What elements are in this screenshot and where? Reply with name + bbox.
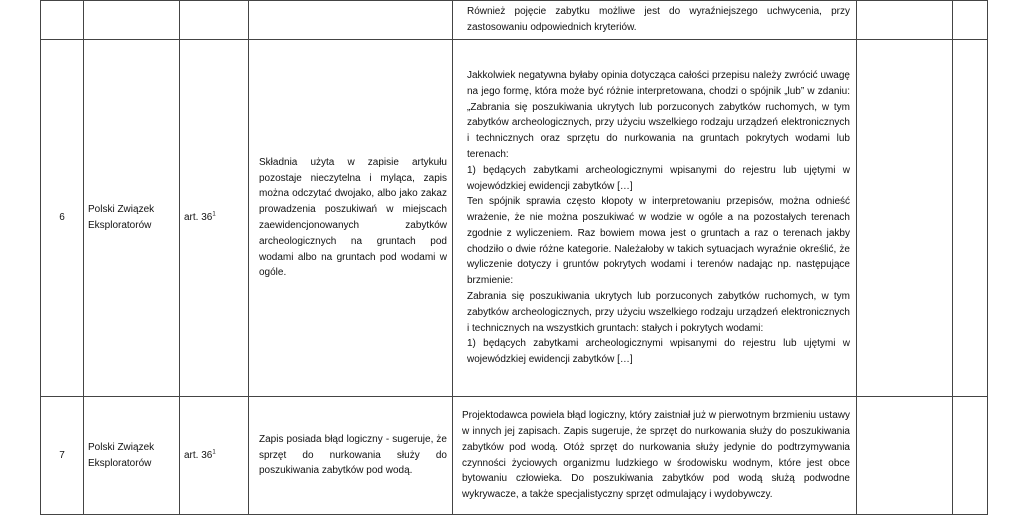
details-paragraph: Zabrania się poszukiwania ukrytych lub porzuconych zabytków ruchomych, w tym zabytków archeologicznych, przy użyciu wszelkiego rodzaju urządzeń elektronicznych i technicznych na wszystkich gruntach: stałych i pokrytych wodami: [467, 291, 850, 334]
organization-cell: Polski Związek Eksploratorów [84, 397, 180, 515]
response-cell [857, 397, 953, 515]
notes-cell [953, 1, 988, 40]
summary-cell [249, 40, 453, 397]
response-cell [857, 1, 953, 40]
row-number: 6 [41, 40, 84, 397]
details-paragraph: Jakkolwiek negatywna byłaby opinia dotycząca całości przepisu należy zwrócić uwagę na jego formę, która może być różnie interpretowana, chodzi o spójnik „lub” w zdaniu: „Zabrania się poszukiwania ukrytych lub porzuconych zabytków ruchomych, w tym zabytków archeologicznych, przy użyciu wszelkiego rodzaju urządzeń elektronicznych i technicznych oraz sprzętu do nurkowania na gruntach pokrytych wodami lub terenach: [467, 69, 850, 160]
details-paragraph: 1) będących zabytkami archeologicznymi wpisanymi do rejestru lub ujętymi w wojewódzkiej ewidencji zabytków […] [467, 338, 850, 366]
details-cell [453, 1, 857, 40]
response-cell [857, 40, 953, 397]
notes-cell [953, 397, 988, 515]
summary-paragraph: Zapis posiada błąd logiczny - sugeruje, że sprzęt do nurkowania służy do poszukiwania zabytków pod wodą. [259, 433, 447, 477]
article-cell [180, 40, 249, 397]
comments-table [40, 0, 988, 515]
row-number [41, 1, 84, 40]
details-cell [453, 397, 857, 515]
organization-cell [84, 1, 180, 40]
table-row [41, 1, 988, 40]
organization-cell: Polski Związek Eksploratorów [84, 40, 180, 397]
row-number: 7 [41, 397, 84, 515]
details-paragraph: Ten spójnik sprawia często kłopoty w interpretowaniu przepisów, można odnieść wrażenie, że nie można poszukiwać w wodzie w ogóle a na pozostałych terenach zgodnie z wyliczeniem. Raz bowiem mowa jest o gruntach a raz o terenach jakby chodziło o dwie różne kategorie. Należałoby w takich sytuacjach wyraźnie określić, że wyliczenie dotyczy i gruntów pokrytych wodami i terenów nadając np. następujące brzmienie: [467, 196, 850, 287]
article-cell [180, 397, 249, 515]
details-paragraph: Projektodawca powiela błąd logiczny, który zaistniał już w pierwotnym brzmieniu ustawy w innych jej zapisach. Zapis sugeruje, że sprzęt do nurkowania służy do poszukiwania zabytków pod wodą. Otóż sprzęt do nurkowania służy jedynie do podtrzymywania czynności życiowych organizmu ludzkiego w środowisku wodnym, które jest obce bytowaniu człowieka. Do poszukiwania zabytków pod wodą służą podwodne wykrywacze, a także specjalistyczny sprzęt odmulający i wydobywczy. [462, 410, 850, 501]
summary-cell [249, 397, 453, 515]
notes-cell [953, 40, 988, 397]
table-row [41, 40, 988, 397]
article-superscript: 1 [212, 449, 216, 456]
article-label: art. 36 [184, 449, 213, 461]
article-label: art. 36 [184, 212, 213, 224]
summary-paragraph: Składnia użyta w zapisie artykułu pozostaje nieczytelna i myląca, zapis można odczytać dwojako, albo jako zakaz prowadzenia poszukiwań w miejscach zaewidencjonowanych zabytków archeologicznych na gruntach pod wodami albo na gruntach pod wodami w ogóle. [259, 156, 447, 279]
article-superscript: 1 [212, 211, 216, 218]
article-cell [180, 1, 249, 40]
table-row [41, 397, 988, 515]
details-paragraph: Również pojęcie zabytku możliwe jest do wyraźniejszego uchwycenia, przy zastosowaniu odpowiednich kryteriów. [467, 6, 850, 33]
details-cell [453, 40, 857, 397]
summary-cell [249, 1, 453, 40]
details-paragraph: 1) będących zabytkami archeologicznymi wpisanymi do rejestru lub ujętymi w wojewódzkiej ewidencji zabytków […] [467, 164, 850, 192]
